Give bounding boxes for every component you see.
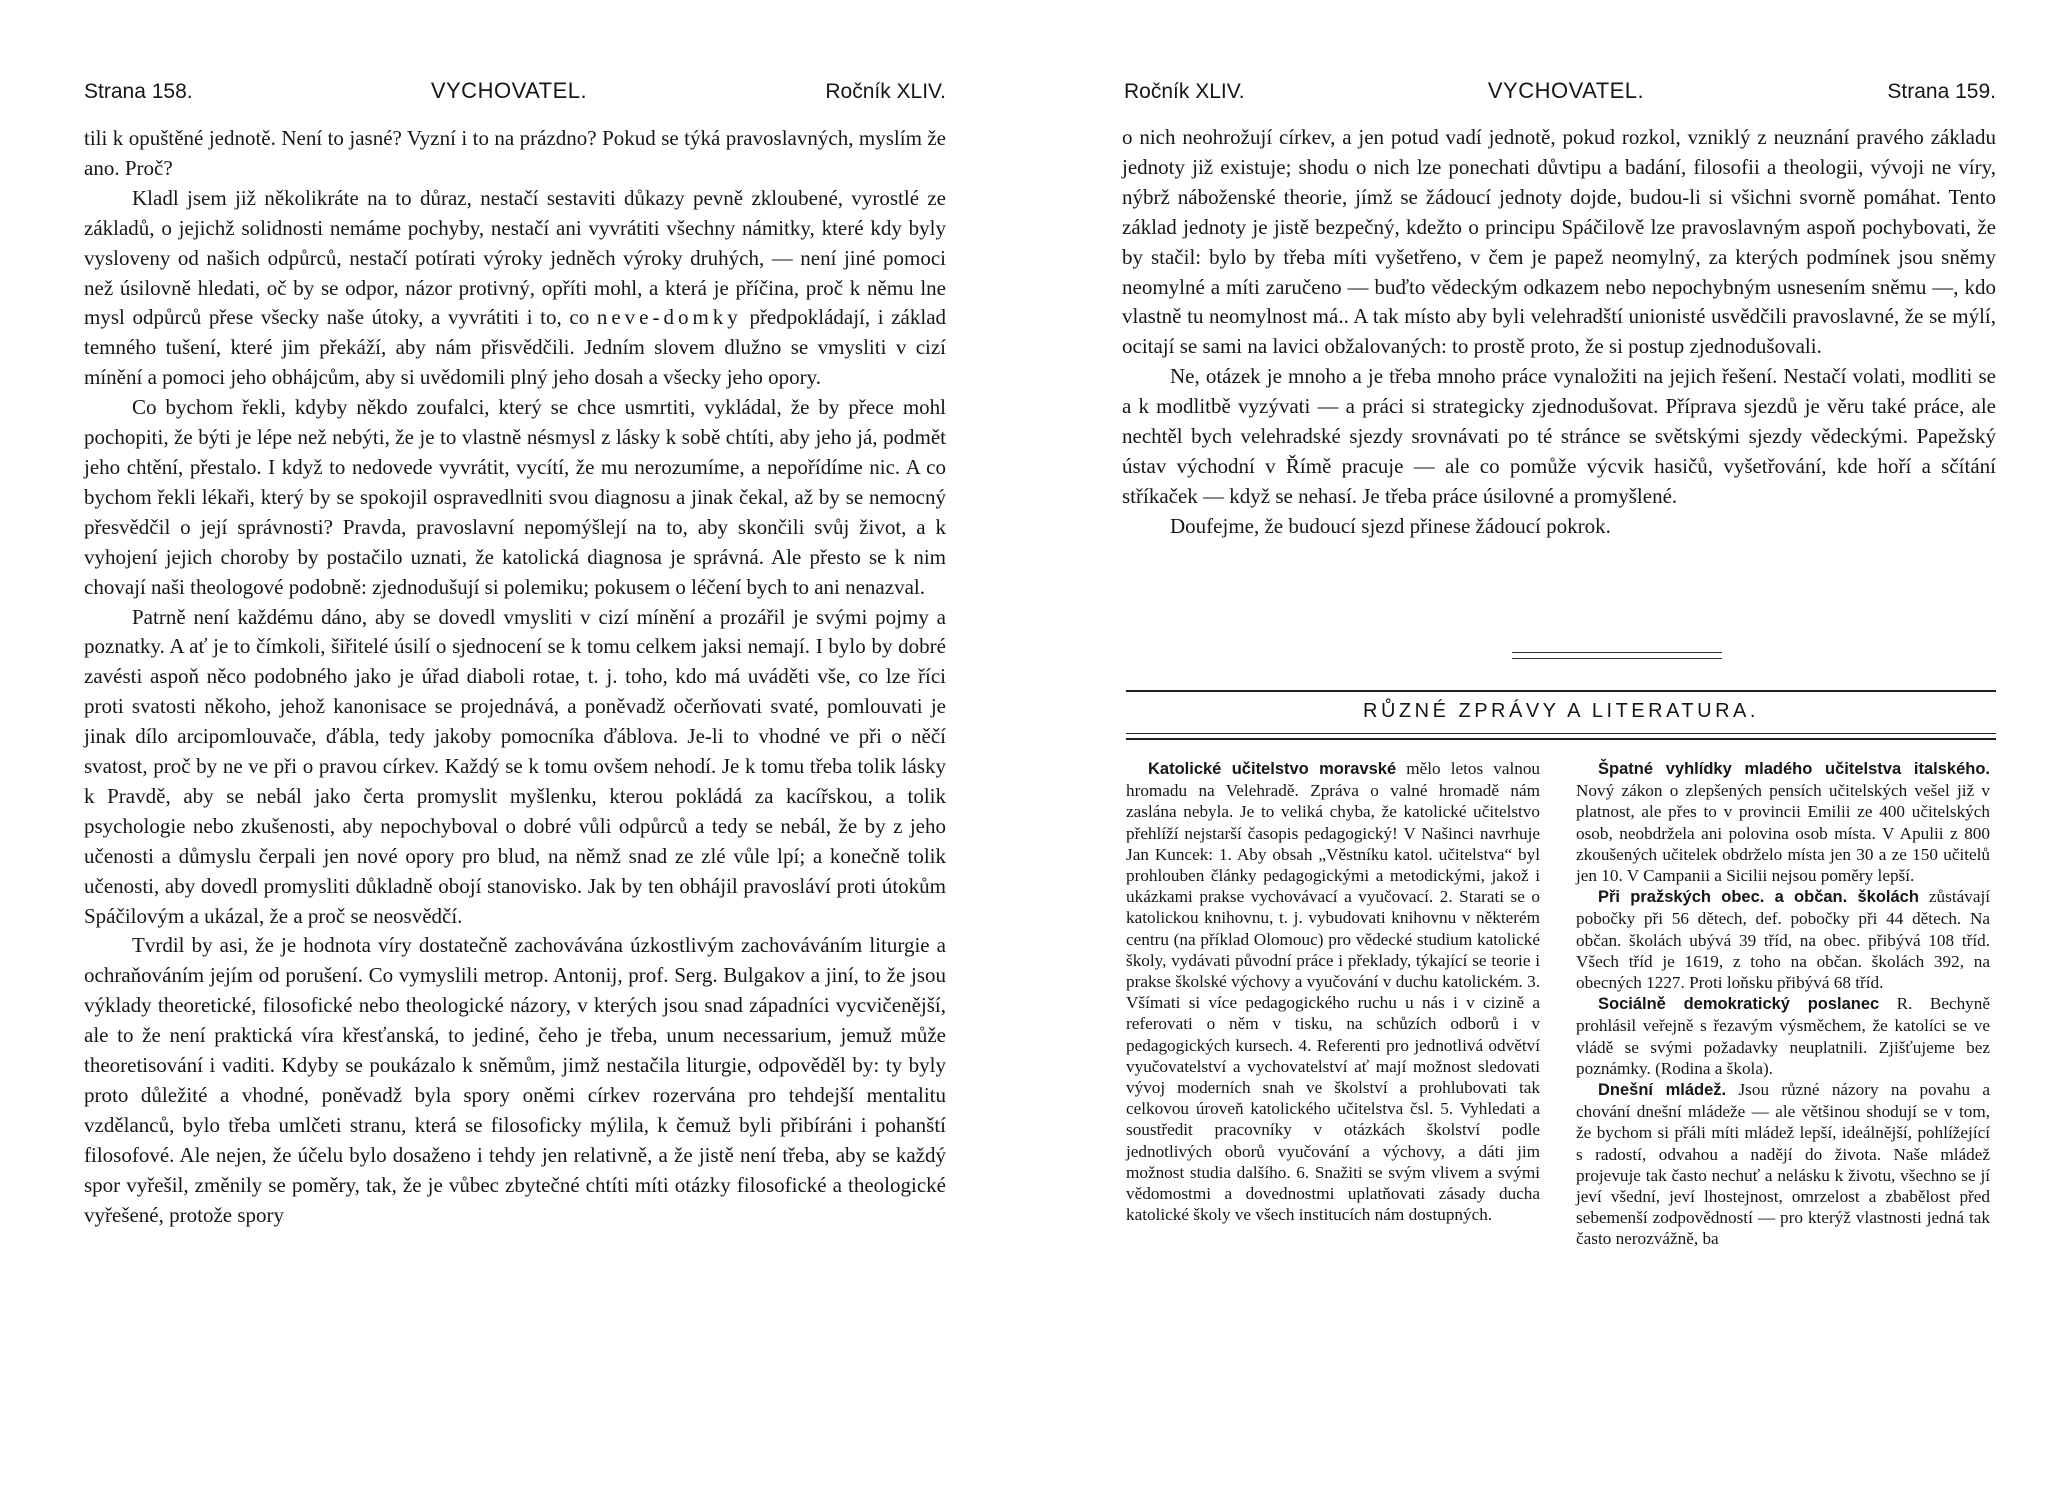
news-item [1576,993,1990,1079]
right-page [1030,0,2060,1500]
news-item [1576,1079,1990,1250]
paragraph [84,184,946,393]
section-rule [1126,733,1996,734]
page-number: Strana 159. [1887,80,1996,103]
journal-title: VYCHOVATEL. [1487,78,1645,103]
paragraph: tili k opuštěné jednotě. Není to jasné? Vyzní i to na prázdno? Pokud se týká pravoslavných, myslím že ano. Proč? [84,126,946,180]
paragraph-text: Kladl jsem již několikráte na to důraz, nestačí sestaviti důkazy pevně zkloubené, vyrostlé ze základů, o jejichž solidnosti nemáme pochyby, nestačí ani vyvrátiti všechny námitky, které kdy byly vysloveny od našich odpůrců, nestačí potírati výroky jedněch výroky druhých, — není jiné pomoci než úsilovně hledati, oč by se odpor, názor protivný, opříti mohl, a která je příčina, proč k němu lne mysl odpůrců přese všecky naše útoky, a vyvrátiti i to, co [84,185,946,330]
paragraph: o nich neohrožují církev, a jen potud vadí jednotě, pokud rozkol, vzniklý z neuznání pravého základu jednoty již existuje; shodu o nich lze ponechati důvtipu a badání, filosofii a theologii, vývoji ne víry, nýbrž náboženské theorie, jímž se žádoucí jednoty dojde, budou-li si všichni svorně pomáhat. Tento základ jednoty je jistě bezpečný, kdežto o principu Spáčilově lze pravoslavným aspoň pochybovati, že by stačil: bylo by třeba míti vyšetřeno, v čem je papež neomylný, za kterých podmínek jsou sněmy neomylné a míti zaručeno — buďto vědeckým odkazem nebo nepochybným usnesením sněmu —, kdo vlastně tu neomylnost má.. A tak místo aby byli velehradští unionisté usvědčili pravoslavné, že se mýlí, ocitají se sami na lavici obžalovaných: to prostě proto, že si postup zjednodušovali. [1122,125,1996,359]
news-item-heading: Špatné vyhlídky mladého učitelstva italského. [1598,760,1990,778]
news-item-heading: Dnešní mládež. [1598,1081,1727,1100]
news-item-text: Jsou různé názory na povahu a chování dnešní mládeže — ale většinou shodují se v tom, že bychom si přáli míti mládež lepší, ideálnější, pohlížející s radostí, odvahou a nadějí do života. Naše mládež projevuje tak často nechuť a nelásku k životu, všechno se jí jeví všední, jeví lhostejnost, omrzelost a zbabělost před sebemenší zodpovědností — pro kterýž vlastnosti jedná tak často nerozvážně, ba [1576,1080,1990,1249]
paragraph-text: předpokládají, i základ temného tušení, které jim překáží, aby nám přisvědčili. Jedním slovem dlužno se vmysliti v cizí mínění a pomoci jeho obhájcům, aby si uvědomili plný jeho dosah a všecky jeho opory. [84,305,947,390]
spaced-word: domky [663,305,742,330]
section-rule [1126,738,1996,740]
spaced-word: neve- [596,305,664,330]
news-column-1 [1126,758,1540,1225]
paragraph: Ne, otázek je mnoho a je třeba mnoho práce vynaložiti na jejich řešení. Nestačí volati, modliti se a k modlitbě vyzývati — a práci si strategicky zjednodušovat. Příprava sjezdů je věru také práce, ale nechtěl bych velehradské sjezdy srovnávati po té stránce se světskými sjezdy vědeckými. Papežský ústav východní v Římě pracuje — ale co pomůže výcvik hasičů, vyšetřování, kde hoří a sčítání stříkaček — když se nehasí. Je třeba práce úsilovné a promyšlené. [1122,364,1996,508]
news-item-text: mělo letos valnou hromadu na Velehradě. Zpráva o valné hromadě nám zaslána nebyla. Je to veliká chyba, že katolické učitelstvo přehlíží nejstarší časopis pedagogický! V Našinci navrhuje Jan Kuncek: 1. Aby obsah „Věstníku katol. učitelstva“ byl prohlouben články pedagogickými a metodickými, jakož i ukázkami prakse vychovávací a vyučovací. 2. Starati se o katolickou knihovnu, t. j. vybudovati knihovnu v některém centru (na příklad Olomouc) pro vědecké studium katolické školy, vydávati původní práce i překlady, týkající se teorie i prakse školské výchovy a vyučování v duchu katolickém. 3. Všímati si více pedagogického ruchu u nás i v cizině a referovati o něm v tisku, na schůzích odborů i v pedagogických kursech. 4. Referenti pro jednotlivá odvětví vyučovatelství a vychovatelství ať mají možnost sledovati vývoj moderních snah ve školství a prohlubovati tak celkovou úroveň katolického učitelstva čsl. 5. Vyhledati a soustředit pracovníky v otázkách školství podle jednotlivých oborů vyučování a výchovy, a dáti jim možnost studia dalšího. 6. Snažiti se svým vlivem a svými vědomostmi a dovednostmi uplatňovati zásady ducha katolické školy ve všech institucích nám dostupných. [1126,759,1541,1225]
news-item [1576,758,1990,886]
news-column-2 [1576,758,1990,1250]
page-number: Strana 158. [84,80,193,103]
news-item-heading: Při pražských obec. a občan. školách [1598,888,1919,907]
volume-label: Ročník XLIV. [1124,80,1245,103]
news-item-text: Nový zákon o zlepšených pensích učitelských vešel již v platnost, ale přes to v provincii Emilii ze 400 učitelských osob, neobdržela ani polovina osob místa. V Apulii z 800 zkoušených učitelek obdrželo místa jen 30 a ze 150 učitelů jen 10. V Campanii a Sicilii nejsou poměry lepší. [1576,781,1990,886]
section-rule [1126,690,1996,692]
news-item [1576,886,1990,993]
running-header [1124,78,1996,108]
body-text [1122,123,1996,542]
news-item [1126,758,1540,1225]
body-text [84,124,946,1231]
paragraph: Tvrdil by asi, že je hodnota víry dostatečně zachovávána úzkostlivým zachováváním liturgie a ochraňováním jejím od porušení. Co vymyslili metrop. Antonij, prof. Serg. Bulgakov a jiní, to že jsou výklady theoretické, filosofické nebo theologické názory, v kterých jsou snad západníci vycvičenější, ale to že není praktická víra křesťanská, to jediné, čeho je třeba, unum necessarium, jemuž může theoretisování i vaditi. Kdyby se poukázalo k sněmům, jimž nestačila liturgie, odpověděl by: ty byly proto důležité a vhodné, poněvadž byla spory oněmi církev rozervána pro tehdejší mentalitu vzdělanců, bylo třeba umlčeti stranu, která se filosoficky mýlila, k čemuž byli přibíráni i pohanští filosofové. Ale nejen, že účelu bylo dosaženo i tehdy jen relativně, a že jistě není třeba, aby se každý spor vyřešil, změnily se poměry, tak, že je vůbec zbytečné chtíti míti otázky filosofické a theologické vyřešené, protože spory [84,933,946,1227]
news-item-text: R. Bechyně prohlásil veřejně s řezavým výsměchem, že katolíci se ve vládě se svými požadavky neuplatnili. Zjišťujeme bez poznámky. (Rodina a škola). [1576,994,1990,1078]
end-rule [1512,652,1722,653]
news-item-text: zůstávají pobočky při 56 dětech, def. pobočky při 44 dětech. Na občan. školách ubývá 39 tříd, na obec. přibývá 108 tříd. Všech tříd je 1619, z toho na občan. školách 392, na obecných 1227. Proti loňsku přibývá 68 tříd. [1576,887,1991,993]
news-item-heading: Sociálně demokratický poslanec [1598,995,1880,1014]
running-header [84,78,946,108]
journal-title: VYCHOVATEL. [430,78,588,103]
paragraph: Patrně není každému dáno, aby se dovedl vmysliti v cizí mínění a prozářil je svými pojmy a poznatky. A ať je to čímkoli, šiřitelé úsilí o sjednocení se k tomu celkem jaksi nemají. I bylo by dobré zavésti aspoň něco podobného jako je úřad diaboli rotae, t. j. toho, kdo má uváděti vše, co lze říci proti svatosti někoho, jehož kanonisace se projednává, a poněvadž očerňovati svaté, pomlouvati je jinak dílo arcipomlouvače, ďábla, tedy jakoby pomocníka ďáblova. Je-li to vhodné ve při o něčí svatost, proč by ne ve při o pravou církev. Každý se k tomu ovšem nehodí. Je k tomu třeba tolik lásky k Pravdě, aby se nebál jako čerta promyslit myšlenku, kterou pokládá za kacířskou, a tolik psychologie nebo zkušenosti, aby nepochyboval o dobré vůli odpůrců a tedy se nebál, že by z jeho učenosti a důmyslu čerpali jen nové opory pro blud, na němž snad ze zlé vůle lpí; a konečně tolik učenosti, aby dovedl promysliti důkladně obojí stanovisko. Jak by ten obhájil pravosláví proti útokům Spáčilovým a ukázal, že a proč se neosvědčí. [84,604,946,928]
end-rule [1512,658,1722,659]
news-item-heading: Katolické učitelstvo moravské [1148,760,1397,778]
section-title: RŮZNÉ ZPRÁVY A LITERATURA. [1363,700,1759,722]
paragraph: Doufejme, že budoucí sjezd přinese žádoucí pokrok. [1170,513,1611,538]
volume-label: Ročník XLIV. [825,80,946,103]
paragraph: Co bychom řekli, kdyby někdo zoufalci, který se chce usmrtiti, vykládal, že by přece mohl pochopiti, že býti je lépe než nebýti, že je to vlastně nésmysl z lásky k sobě chtíti, aby jeho já, podmět jeho chtění, přestalo. I když to nedovede vyvrátit, vycítí, že mu nerozumíme, a nepořídíme nic. A co bychom řekli lékaři, který by se spokojil ospravedlniti svou diagnosu a jinak čekal, až by se nemocný přesvědčil o její správnosti? Pravda, pravoslavní nepomýšlejí na to, aby skončili svůj život, a k vyhojení jejich choroby by postačilo uznati, že katolická diagnosa je správná. Ale přesto se k nim chovají naši theologové podobně: zjednodušují si polemiku; pokusem o léčení bych to ani nenazval. [84,395,946,599]
